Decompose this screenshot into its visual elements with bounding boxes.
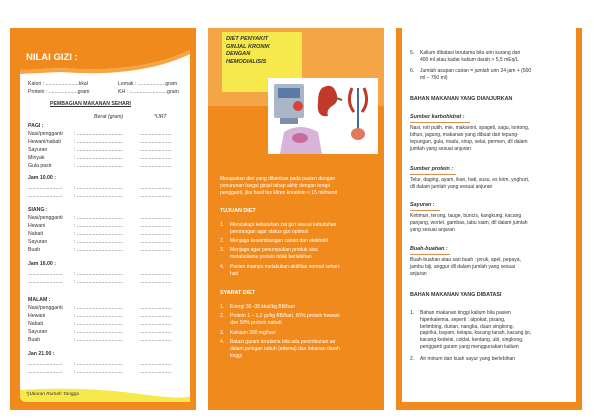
blank-row: ........................ xyxy=(28,361,63,367)
buah-line: jambu biji, anggur dll dalam jumlah yang sesuai xyxy=(410,264,516,270)
row-urt: ...................... xyxy=(140,305,172,311)
row-dots: : ................................ xyxy=(74,215,124,221)
row-dots: : ................................ xyxy=(74,163,124,169)
row-dots: : ................................ xyxy=(74,223,124,229)
intro-paragraph xyxy=(220,176,380,196)
blank-row: ........................ xyxy=(28,279,63,285)
row-label: Nasi/pengganti xyxy=(28,215,63,221)
row-label: Nabati xyxy=(28,321,43,327)
kidney-illustration xyxy=(268,78,378,154)
panel-nilai-gizi xyxy=(10,28,196,410)
jam16-label: Jam 16.00 : xyxy=(28,261,56,267)
nilai-gizi-title: NILAI GIZI : xyxy=(26,52,78,63)
item-line: belimbing, durian, nangka, daun singkong, xyxy=(420,323,514,330)
blank-row: ........................ xyxy=(28,271,63,277)
item-line: Kalsium 300 mg/hari xyxy=(230,330,276,336)
karbo-title: Sumber karbohidrat : xyxy=(410,114,465,120)
buah-text xyxy=(410,257,572,278)
item-number: 2. xyxy=(220,238,225,244)
lemak-line: Lemak : ...................gram xyxy=(118,81,178,87)
panel-bahan-makanan xyxy=(396,28,582,410)
tujuan-item xyxy=(220,264,380,278)
title-line: GINJAL KRONIK xyxy=(226,43,271,50)
footnote: *)Ukuran Rumah Tangga xyxy=(26,392,79,397)
col-berat: Berat (gram) xyxy=(94,114,124,120)
item-number: 4. xyxy=(220,264,225,270)
row-label: Gula pasir xyxy=(28,163,52,169)
siang-label: SIANG : xyxy=(28,207,48,213)
protein-title: Sumber protein : xyxy=(410,166,454,172)
item-line: Jumlah asupan cairan = jumlah urin 24 jam + (500 xyxy=(420,68,532,74)
row-urt: ...................... xyxy=(140,369,172,375)
karbo-line: Nasi, roti putih, mie, makaroni, spageti, sagu, lontong, xyxy=(410,125,530,131)
item-line: Pasien mampu melakukan aktifitas normal sehari- xyxy=(230,264,341,270)
item-line: ml – 750 ml) xyxy=(420,74,448,81)
item-number: 1. xyxy=(220,222,225,228)
row-dots: : ................................ xyxy=(74,361,124,367)
row-urt: ...................... xyxy=(140,193,172,199)
buah-line: anjuran xyxy=(410,271,427,277)
row-label: Buah xyxy=(28,337,41,343)
karbo-text xyxy=(410,125,572,153)
karbo-line: tepungan, gula, madu, sirup, selai, permen, dll dalam xyxy=(410,139,528,145)
item-number: 2. xyxy=(220,313,225,319)
row-urt: ...................... xyxy=(140,337,172,343)
row-urt: ...................... xyxy=(140,321,172,327)
item-number: 4. xyxy=(220,339,225,345)
row-dots: : ................................ xyxy=(74,247,124,253)
item-line: Mencukupi kebutuhan zat gizi sesuai kebutuhan xyxy=(230,222,337,228)
item-line: hiperkalemia, seperti : alpokat, pisang, xyxy=(420,316,506,323)
karbo-line: jumlah yang sesuai anjuran xyxy=(410,146,471,152)
bahan-makanan-card xyxy=(402,28,576,402)
syarat-item xyxy=(220,304,380,311)
item-line: dalam jaringan tubuh (edema) dan tekanan darah xyxy=(230,345,340,352)
pagi-label: PAGI : xyxy=(28,123,44,129)
sayuran-text xyxy=(410,213,572,234)
item-number: 5. xyxy=(410,50,415,56)
tujuan-item xyxy=(220,247,380,261)
panel-diet-info xyxy=(208,28,384,410)
row-label: Sayuran xyxy=(28,329,48,335)
nilai-gizi-card xyxy=(20,44,190,402)
buah-title: Buah-buahan : xyxy=(410,246,448,252)
dibatasi-item xyxy=(410,356,572,363)
item-number: 3. xyxy=(220,247,225,253)
dibatasi-title: BAHAN MAKANAN YANG DIBATASI xyxy=(410,292,502,298)
syarat-title: SYARAT DIET xyxy=(220,290,256,296)
sayuran-title: Sayuran : xyxy=(410,202,435,208)
row-label: Hewani xyxy=(28,313,46,319)
row-dots: : ................................ xyxy=(74,279,124,285)
row-dots: : ................................ xyxy=(74,305,124,311)
kalori-line: Kalori : .......................kkal xyxy=(28,81,88,87)
blank-row: ........................ xyxy=(28,185,63,191)
item-number: 1. xyxy=(220,304,225,310)
intro-line: pengganti, jika hasil tes kliren kreatinin < 15 ml/menit xyxy=(220,189,338,196)
item-line: Kalium dibatasi terutama bila urin kurang dari xyxy=(420,50,521,56)
row-dots: : ................................ xyxy=(74,369,124,375)
row-urt: ...................... xyxy=(140,139,172,145)
row-label: Sayuran xyxy=(28,239,48,245)
row-label: Hewani xyxy=(28,223,46,229)
dianjurkan-title: BAHAN MAKANAN YANG DIANJURKAN xyxy=(410,96,513,102)
protein-underline xyxy=(410,174,456,175)
sayuran-line: Ketimun, terong, tauge, buncis, kangkung, kacang xyxy=(410,213,522,219)
row-urt: ...................... xyxy=(140,239,172,245)
blank-row: ........................ xyxy=(28,193,63,199)
row-dots: : ................................ xyxy=(74,239,124,245)
item-number: 1. xyxy=(410,310,415,316)
protein-text xyxy=(410,177,572,191)
item-line: Menjaga keseimbangan cairan dan elektrolit xyxy=(230,238,328,244)
row-dots: : ................................ xyxy=(74,231,124,237)
syarat-item xyxy=(220,313,380,327)
row-dots: : ................................ xyxy=(74,329,124,335)
item-number: 6. xyxy=(410,68,415,74)
row-urt: ...................... xyxy=(140,313,172,319)
row-label: Nasi/pengganti xyxy=(28,305,63,311)
row-label: Minyak xyxy=(28,155,45,161)
row-label: Nabati xyxy=(28,231,43,237)
jam21-label: Jan 21.00 : xyxy=(28,351,55,357)
row-urt: ...................... xyxy=(140,155,172,161)
item-number: 3. xyxy=(220,330,225,336)
item-line: 400 ml atau kadar kalium darah > 5,5 mEq/L xyxy=(420,56,519,63)
tujuan-item xyxy=(220,222,380,236)
row-dots: : ................................ xyxy=(74,313,124,319)
syarat-item xyxy=(220,339,380,359)
karbo-underline xyxy=(410,122,470,123)
tujuan-title: TUJUAN DIET xyxy=(220,208,256,214)
row-dots: : ................................ xyxy=(74,271,124,277)
row-label: Hewani/nabati xyxy=(28,139,61,145)
sayuran-line: yang sesuai anjuran xyxy=(410,227,455,233)
title-line: HEMODIALISIS xyxy=(226,58,267,65)
row-dots: : ................................ xyxy=(74,337,124,343)
row-urt: ...................... xyxy=(140,147,172,153)
row-urt: ...................... xyxy=(140,215,172,221)
item-line: paprika, bayam, kelapa, kacang tanah, kacang ijo, xyxy=(420,330,532,337)
row-urt: ...................... xyxy=(140,163,172,169)
footnote-band xyxy=(20,388,190,402)
item-line: Bahan makanan tinggi kalium bila pasien xyxy=(420,310,511,316)
item-line: Air minum dan kuah sayur yang berlebihan xyxy=(420,356,516,362)
nilai-gizi-header xyxy=(20,44,190,74)
syarat-item xyxy=(410,68,572,82)
row-urt: ...................... xyxy=(140,279,172,285)
row-dots: : ................................ xyxy=(74,185,124,191)
item-line: tinggi xyxy=(230,352,242,359)
protein-line: dll dalam jumlah yang sesuai anjuran xyxy=(410,184,493,190)
row-urt: ...................... xyxy=(140,223,172,229)
protein-line: Protein : ....................gram xyxy=(28,89,90,95)
pembagian-title: PEMBAGIAN MAKANAN SEHARI xyxy=(50,101,131,107)
kh-line: KH : ..........................gram xyxy=(118,89,179,95)
row-dots: : ................................ xyxy=(74,193,124,199)
row-dots: : ................................ xyxy=(74,321,124,327)
karbo-line: bihun, jagung, makanan yang dibuat dari tepung- xyxy=(410,132,519,138)
item-line: hari xyxy=(230,270,239,277)
title-line: DENGAN xyxy=(226,51,251,58)
item-line: dan 50% protein nabati xyxy=(230,319,282,326)
blank-row: ........................ xyxy=(28,369,63,375)
malam-label: MALAM : xyxy=(28,297,51,303)
dibatasi-item xyxy=(410,310,572,351)
item-line: pengganti garam yang menggunakan kalium xyxy=(420,343,519,350)
row-label: Sayuran xyxy=(28,147,48,153)
row-dots: : ................................ xyxy=(74,155,124,161)
item-line: Batasi garam terutama bila ada penimbunan air xyxy=(230,339,336,345)
protein-line: Telur, daging, ayam, ikan, hati, susu, es krim, yoghurt, xyxy=(410,177,530,183)
row-urt: ...................... xyxy=(140,247,172,253)
row-urt: ...................... xyxy=(140,231,172,237)
row-urt: ...................... xyxy=(140,131,172,137)
row-dots: : ................................ xyxy=(74,131,124,137)
row-urt: ...................... xyxy=(140,329,172,335)
title-line: DIET PENYAKIT xyxy=(226,36,269,42)
tujuan-item xyxy=(220,238,380,245)
item-line: metabolisme protein tidak berlebihan xyxy=(230,253,312,260)
jam10-label: Jam 10.00 : xyxy=(28,175,56,181)
row-urt: ...................... xyxy=(140,361,172,367)
row-label: Buah xyxy=(28,247,41,253)
item-line: Energi 30 -35 kkal/kg BB/hari xyxy=(230,304,295,310)
buah-underline xyxy=(410,254,450,255)
col-urt: *URT xyxy=(154,114,167,120)
intro-line: penurunan fungsi ginjal tahap akhir dengan terapi xyxy=(220,182,330,189)
row-dots: : ................................ xyxy=(74,139,124,145)
syarat-item xyxy=(220,330,380,337)
item-number: 2. xyxy=(410,356,415,362)
sayuran-line: panjang, wortel, gambas, labu siam, dll dalam jumlah xyxy=(410,220,528,226)
syarat-item xyxy=(410,50,572,64)
buah-line: Buah-buahan atau sari buah : jeruk, apel, pepaya, xyxy=(410,257,521,263)
item-line: Menjaga agar penumpukan produk sisa xyxy=(230,247,318,253)
row-dots: : ................................ xyxy=(74,147,124,153)
sayuran-underline xyxy=(410,210,440,211)
row-urt: ...................... xyxy=(140,271,172,277)
row-label: Nasi/pengganti xyxy=(28,131,63,137)
item-line: perorangan agar status gizi optimal xyxy=(230,228,309,235)
row-urt: ...................... xyxy=(140,185,172,191)
item-line: kacang kedelai, coklat, kentang, ubi, singkong, xyxy=(420,337,524,343)
intro-line: Merupakan diet yang diberikan pada pasien dengan xyxy=(220,176,336,182)
item-line: Protein 1 – 1,2 gr/kg BB/hari, 50% protein hewani xyxy=(230,313,340,319)
